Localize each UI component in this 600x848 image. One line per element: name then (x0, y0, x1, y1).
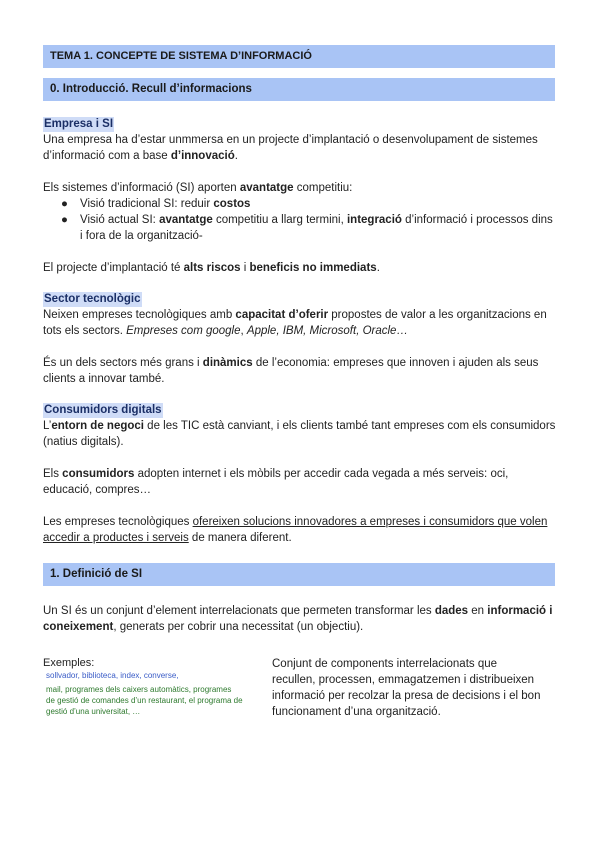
bullet-icon: ● (61, 198, 68, 210)
empresa-paragraph-1: Una empresa ha d’estar unmmersa en un projecte d’implantació o desenvolupament de sistemes d’informació com a base d’innovació. (43, 134, 538, 162)
examples-line-2: mail, programes dels caixers automàtics, programes (46, 685, 232, 694)
consumidors-paragraph-1: L’entorn de negoci de les TIC està canviant, i els clients també tant empreses com els consumidors (natius digitals). (43, 420, 556, 448)
examples-line-4: gestió d’una universitat, … (46, 707, 141, 716)
definition-paragraph: Un SI és un conjunt d’element interrelacionats que permeten transformar les dades en informació i coneixement, generats per cobrir una necessitat (un objectiu). (43, 605, 553, 633)
heading-sector: Sector tecnològic (44, 293, 141, 305)
list-item: ● Visió actual SI: avantatge competitiu a llarg termini, integració d’informació i processos dins i fora de la organització- (61, 214, 553, 242)
consumidors-paragraph-2: Els consumidors adopten internet i els mòbils per accedir cada vegada a més serveis: oci, educació, compres… (43, 468, 509, 496)
section-0-title: 0. Introducció. Recull d’informacions (43, 78, 555, 101)
heading-consumidors: Consumidors digitals (44, 404, 162, 416)
examples-line-3: de gestió de comandes d’un restaurant, el programa de (46, 696, 243, 705)
topic-title: TEMA 1. CONCEPTE DE SISTEMA D’INFORMACIÓ (43, 45, 555, 68)
empresa-paragraph-3: El projecte d’implantació té alts riscos i beneficis no immediats. (43, 262, 380, 274)
section-1-title: 1. Definició de SI (43, 563, 555, 586)
sector-paragraph-2: És un dels sectors més grans i dinàmics de l’economia: empreses que innoven i ajuden als seus clients a innovar també. (43, 357, 539, 385)
sector-paragraph-1: Neixen empreses tecnològiques amb capacitat d’oferir propostes de valor a les organitzacions en tots els sectors. Empreses com google, Apple, IBM, Microsoft, Oracle… (43, 309, 547, 337)
consumidors-paragraph-3: Les empreses tecnològiques ofereixen solucions innovadores a empreses i consumidors que volen accedir a productes i serveis de manera diferent. (43, 516, 548, 544)
empresa-bullet-list (43, 196, 558, 244)
si-definition-box: Conjunt de components interrelacionats que recullen, processen, emmagatzemen i distribueixen informació per recolzar la presa de decisions i el bon funcionament d’una organització. (272, 658, 541, 718)
list-item: ● Visió tradicional SI: reduir costos (61, 198, 251, 210)
examples-line-1: sollvador, biblioteca, index, converse, (46, 671, 179, 680)
examples-title: Exemples: (43, 657, 95, 669)
heading-empresa: Empresa i SI (44, 118, 114, 130)
empresa-paragraph-2: Els sistemes d’informació (SI) aporten avantatge competitiu: (43, 182, 353, 194)
bullet-icon: ● (61, 214, 68, 226)
